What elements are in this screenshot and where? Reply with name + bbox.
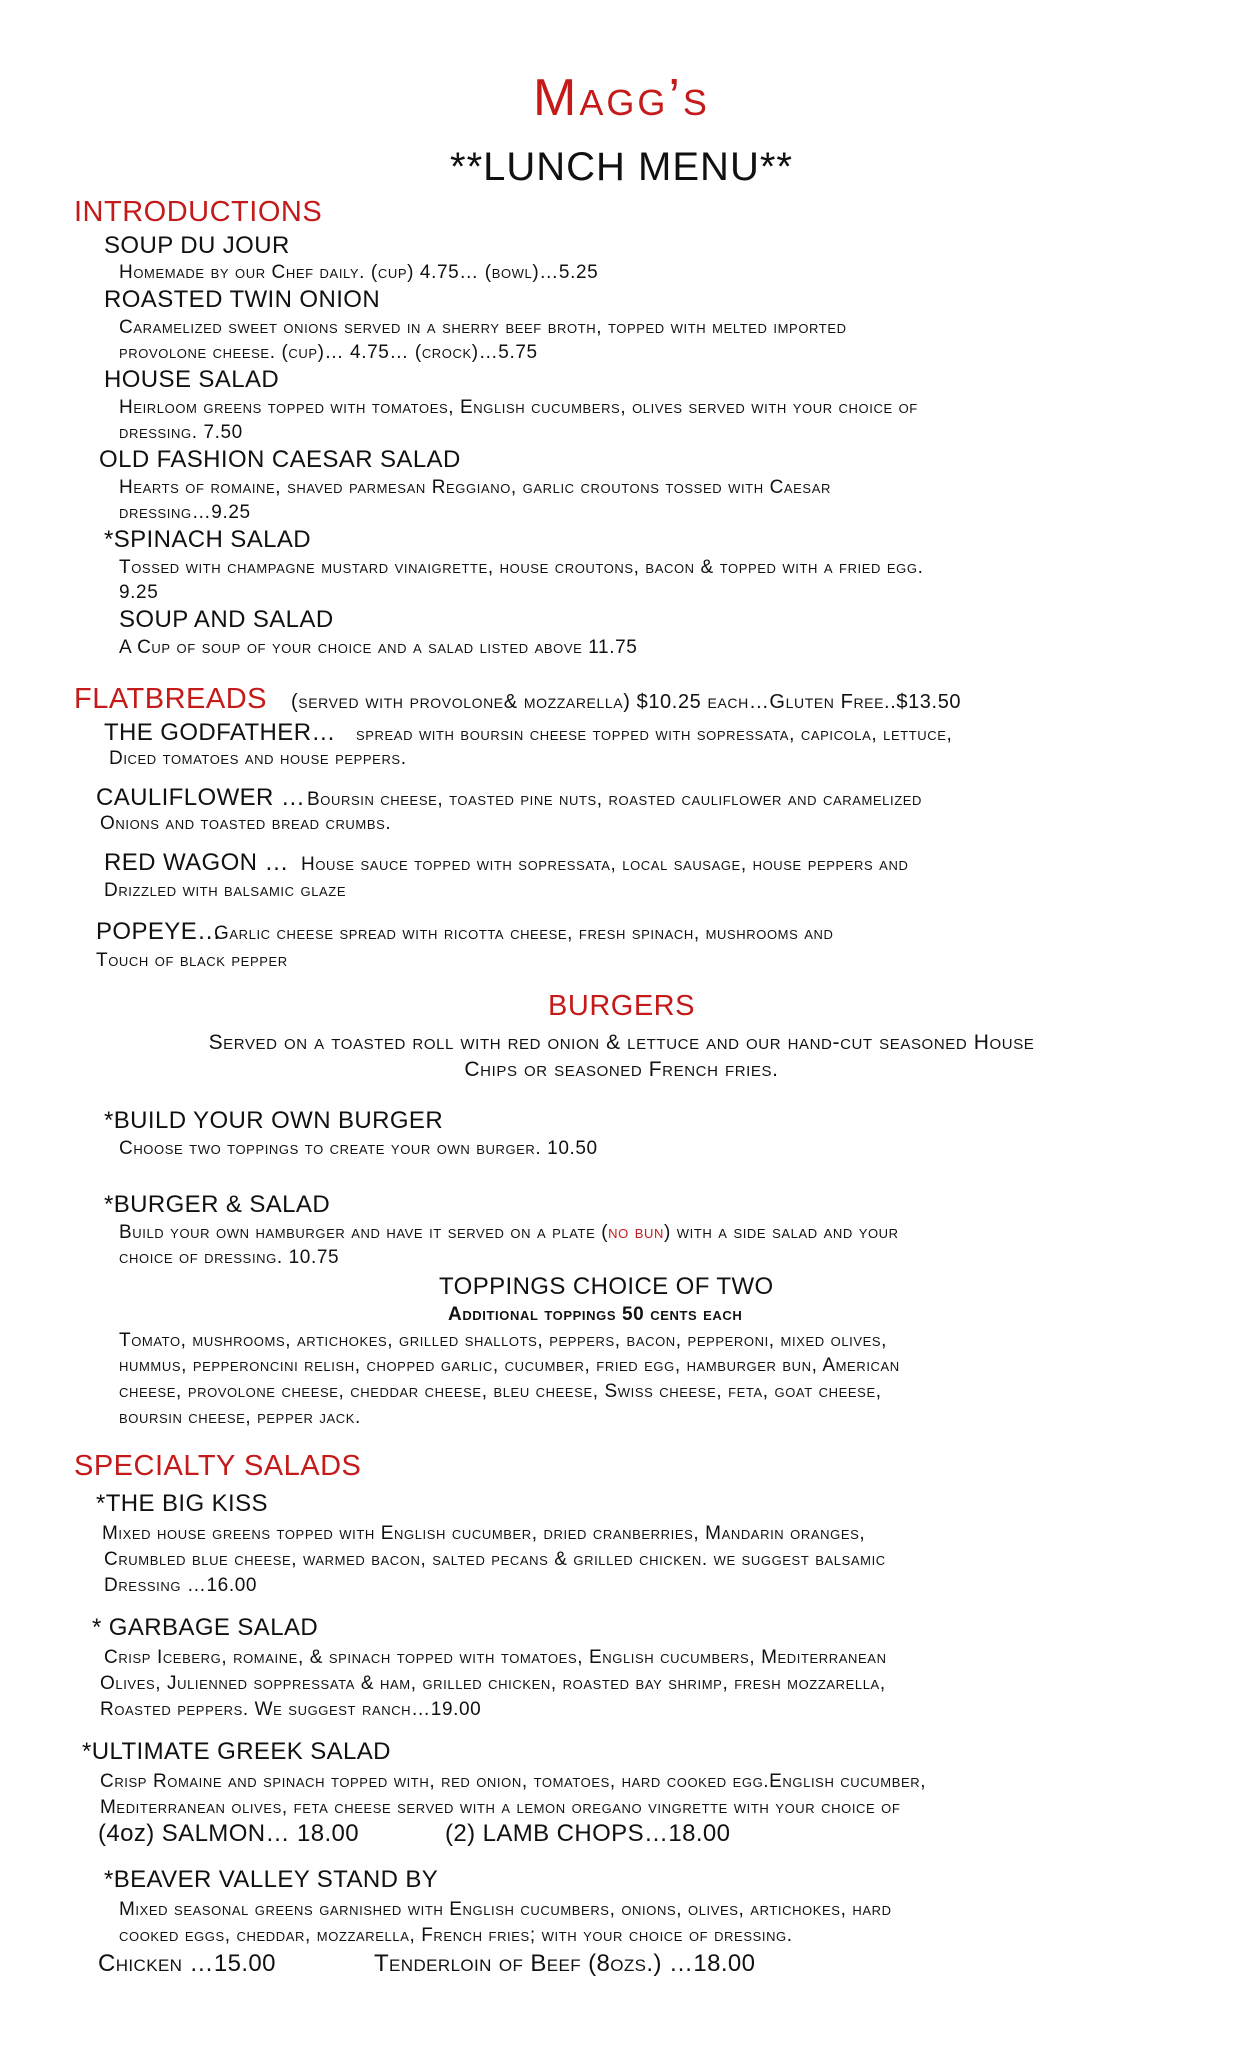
item-name: RED WAGON … [104, 849, 289, 876]
item-description: Diced tomatoes and house peppers. [109, 748, 407, 769]
item-name: CAULIFLOWER … [96, 784, 306, 811]
item-name: ROASTED TWIN ONION [104, 286, 381, 313]
item-name: *ULTIMATE GREEK SALAD [82, 1738, 391, 1765]
toppings-list: boursin cheese, pepper jack. [119, 1407, 361, 1428]
item-name: POPEYE… [96, 918, 222, 945]
item-description: 9.25 [119, 582, 159, 603]
burgers-note: Served on a toasted roll with red onion & lettuce and our hand-cut seasoned House [208, 1031, 1035, 1054]
item-name: *THE BIG KISS [96, 1490, 268, 1517]
description-text: ) with a side salad and your [664, 1222, 899, 1243]
menu-title: **LUNCH MENU** [450, 145, 793, 189]
item-name: OLD FASHION CAESAR SALAD [99, 446, 461, 473]
item-description: choice of dressing. 10.75 [119, 1247, 340, 1268]
toppings-note: Additional toppings 50 cents each [448, 1304, 743, 1325]
item-description: Garlic cheese spread with ricotta cheese, fresh spinach, mushrooms and [214, 923, 834, 944]
item-description: Dressing …16.00 [104, 1575, 258, 1596]
item-description: Crumbled blue cheese, warmed bacon, salted pecans & grilled chicken. we suggest balsamic [104, 1549, 886, 1570]
section-title-burgers: BURGERS [548, 990, 695, 1022]
item-name: *BURGER & SALAD [104, 1191, 331, 1218]
item-description: provolone cheese. (cup)… 4.75… (crock)…5.75 [119, 342, 538, 363]
item-description: Homemade by our Chef daily. (cup) 4.75… (bowl)…5.25 [119, 262, 599, 283]
item-description: House sauce topped with sopressata, local sausage, house peppers and [301, 854, 909, 875]
item-description: Tossed with champagne mustard vinaigrette, house croutons, bacon & topped with a fried egg. [119, 557, 924, 578]
no-bun-highlight: no bun [608, 1222, 664, 1243]
section-title-introductions: INTRODUCTIONS [74, 196, 323, 228]
item-name: *SPINACH SALAD [104, 526, 311, 553]
item-description: Onions and toasted bread crumbs. [100, 813, 392, 834]
item-description: Olives, Julienned soppressata & ham, grilled chicken, roasted bay shrimp, fresh mozzarella, [100, 1673, 886, 1694]
item-description: Choose two toppings to create your own burger. 10.50 [119, 1138, 598, 1159]
item-description: A Cup of soup of your choice and a salad listed above 11.75 [119, 637, 638, 658]
toppings-title: TOPPINGS CHOICE OF TWO [439, 1273, 774, 1300]
item-description: Hearts of romaine, shaved parmesan Reggiano, garlic croutons tossed with Caesar [119, 477, 831, 498]
option-price: (4oz) SALMON… 18.00 [98, 1820, 360, 1847]
item-description: cooked eggs, cheddar, mozzarella, French fries; with your choice of dressing. [119, 1925, 793, 1946]
section-title-flatbreads: FLATBREADS [74, 683, 268, 715]
option-price: (2) LAMB CHOPS…18.00 [445, 1820, 731, 1847]
item-name: SOUP DU JOUR [104, 232, 290, 259]
description-text: Build your own hamburger and have it served on a plate ( [119, 1222, 609, 1243]
item-description: Boursin cheese, toasted pine nuts, roasted cauliflower and caramelized [307, 789, 923, 810]
item-description: Mediterranean olives, feta cheese served with a lemon oregano vingrette with your choice of [100, 1797, 901, 1818]
item-description: Caramelized sweet onions served in a sherry beef broth, topped with melted imported [119, 317, 847, 338]
item-name: THE GODFATHER… [104, 719, 336, 746]
item-name: *BEAVER VALLEY STAND BY [104, 1866, 439, 1893]
item-name: * GARBAGE SALAD [92, 1614, 319, 1641]
item-description: Heirloom greens topped with tomatoes, English cucumbers, olives served with your choice of [119, 397, 918, 418]
item-description: Crisp Iceberg, romaine, & spinach topped with tomatoes, English cucumbers, Mediterranean [104, 1647, 887, 1668]
item-description: spread with boursin cheese topped with sopressata, capicola, lettuce, [356, 724, 953, 745]
item-description: dressing…9.25 [119, 502, 251, 523]
item-name: HOUSE SALAD [104, 366, 280, 393]
item-description: Mixed seasonal greens garnished with English cucumbers, onions, olives, artichokes, hard [119, 1899, 892, 1920]
item-name: SOUP AND SALAD [119, 606, 334, 633]
toppings-list: hummus, pepperoncini relish, chopped garlic, cucumber, fried egg, hamburger bun, American [119, 1355, 900, 1376]
toppings-list: cheese, provolone cheese, cheddar cheese, bleu cheese, Swiss cheese, feta, goat cheese, [119, 1381, 882, 1402]
item-name: *BUILD YOUR OWN BURGER [104, 1107, 444, 1134]
item-description: Touch of black pepper [96, 950, 288, 971]
burgers-note: Chips or seasoned French fries. [464, 1058, 779, 1081]
option-price: Tenderloin of Beef (8ozs.) …18.00 [374, 1950, 756, 1977]
item-description [119, 1222, 899, 1244]
flatbreads-subtitle: (served with provolone& mozzarella) $10.25 each…Gluten Free..$13.50 [291, 691, 962, 713]
item-description: Crisp Romaine and spinach topped with, red onion, tomatoes, hard cooked egg.English cucumber, [100, 1771, 927, 1792]
item-description: Mixed house greens topped with English cucumber, dried cranberries, Mandarin oranges, [102, 1523, 866, 1544]
item-description: Drizzled with balsamic glaze [104, 880, 347, 901]
item-description: dressing. 7.50 [119, 422, 243, 443]
toppings-list: Tomato, mushrooms, artichokes, grilled shallots, peppers, bacon, pepperoni, mixed olives, [119, 1330, 888, 1351]
section-title-specialty-salads: SPECIALTY SALADS [74, 1450, 362, 1482]
restaurant-name: Magg’s [533, 69, 710, 127]
item-description: Roasted peppers. We suggest ranch…19.00 [100, 1699, 482, 1720]
option-price: Chicken …15.00 [98, 1950, 276, 1977]
